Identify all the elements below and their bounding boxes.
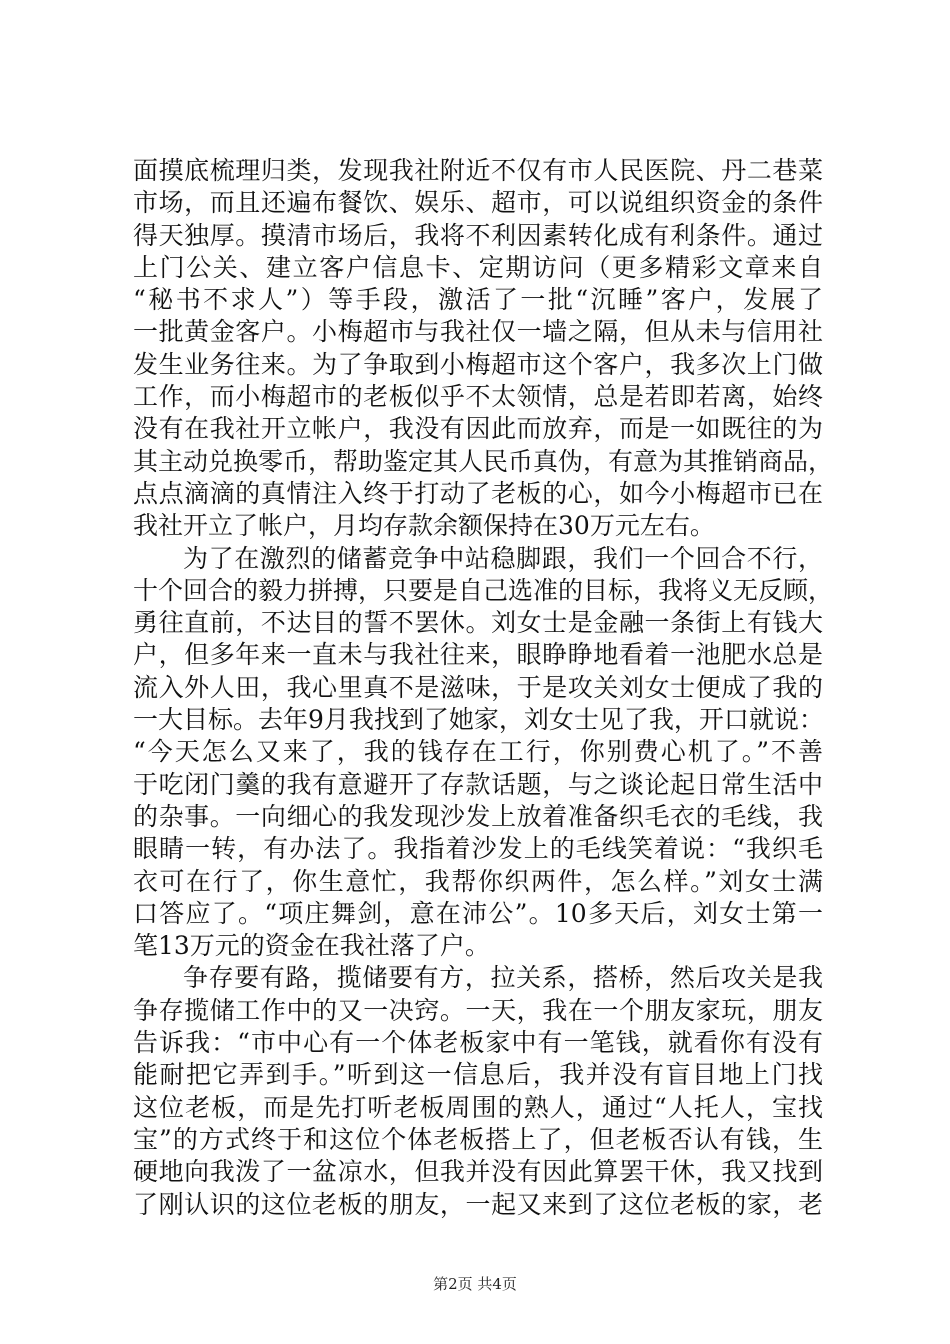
text-line: 一批黄金客户。小梅超市与我社仅一墙之隔，但从未与信用社 [133, 317, 823, 347]
text-line: 市场，而且还遍布餐饮、娱乐、超市，可以说组织资金的条件 [133, 188, 823, 218]
text-line: 我社开立了帐户，月均存款余额保持在30万元左右。 [133, 511, 715, 541]
text-line: 眼睛一转，有办法了。我指着沙发上的毛线笑着说：“我织毛 [133, 834, 823, 864]
text-line: 了刚认识的这位老板的朋友，一起又来到了这位老板的家，老 [133, 1189, 823, 1219]
text-line: 面摸底梳理归类，发现我社附近不仅有市人民医院、丹二巷菜 [133, 156, 823, 185]
text-line: 没有在我社开立帐户，我没有因此而放弃，而是一如既往的为 [133, 414, 823, 444]
text-line: 其主动兑换零币，帮助鉴定其人民币真伪，有意为其推销商品， [133, 446, 834, 476]
text-line: 这位老板，而是先打听老板周围的熟人，通过“人托人，宝找 [133, 1092, 823, 1122]
text-line: 笔13万元的资金在我社落了户。 [133, 931, 490, 961]
text-line: 于吃闭门羹的我有意避开了存款话题，与之谈论起日常生活中 [133, 769, 823, 799]
text-line: 十个回合的毅力拼搏，只要是自己选准的目标，我将义无反顾， [133, 575, 834, 605]
page-footer: 第2页 共4页 [433, 1275, 517, 1293]
text-line: 衣可在行了，你生意忙，我帮你织两件，怎么样。”刘女士满 [133, 866, 823, 896]
text-line: 点点滴滴的真情注入终于打动了老板的心，如今小梅超市已在 [133, 478, 823, 508]
text-line: 硬地向我泼了一盆凉水，但我并没有因此算罢干休，我又找到 [133, 1157, 823, 1187]
text-line: 户，但多年来一直未与我社往来，眼睁睁地看着一池肥水总是 [133, 640, 823, 670]
text-line: 一大目标。去年9月我找到了她家，刘女士见了我，开口就说： [133, 705, 824, 735]
text-line: 能耐把它弄到手。”听到这一信息后，我并没有盲目地上门找 [133, 1060, 823, 1090]
text-line: 勇往直前，不达目的誓不罢休。刘女士是金融一条街上有钱大 [133, 608, 823, 638]
text-line: 口答应了。“项庄舞剑，意在沛公”。10多天后，刘女士第一 [133, 898, 823, 928]
text-line: 的杂事。一向细心的我发现沙发上放着准备织毛衣的毛线，我 [133, 801, 823, 831]
text-line: 工作，而小梅超市的老板似乎不太领情，总是若即若离，始终 [133, 382, 823, 412]
text-line: 发生业务往来。为了争取到小梅超市这个客户，我多次上门做 [133, 349, 823, 379]
text-line: 争存揽储工作中的又一决窍。一天，我在一个朋友家玩，朋友 [133, 995, 823, 1025]
text-line: 争存要有路，揽储要有方，拉关系，搭桥，然后攻关是我 [183, 963, 823, 993]
text-line: 得天独厚。摸清市场后，我将不利因素转化成有利条件。通过 [133, 220, 823, 250]
text-line: 流入外人田，我心里真不是滋味，于是攻关刘女士便成了我的 [133, 672, 823, 702]
text-line: 上门公关、建立客户信息卡、定期访问（更多精彩文章来自 [133, 252, 823, 282]
text-line: “今天怎么又来了，我的钱存在工行，你别费心机了。”不善 [133, 737, 823, 767]
text-line: “秘书不求人”）等手段，激活了一批“沉睡”客户，发展了 [133, 285, 823, 315]
text-line: 为了在激烈的储蓄竞争中站稳脚跟，我们一个回合不行， [183, 543, 823, 573]
text-line: 告诉我：“市中心有一个体老板家中有一笔钱，就看你有没有 [133, 1028, 823, 1058]
body-text [133, 155, 834, 1221]
text-line: 宝”的方式终于和这位个体老板搭上了，但老板否认有钱，生 [133, 1124, 823, 1154]
